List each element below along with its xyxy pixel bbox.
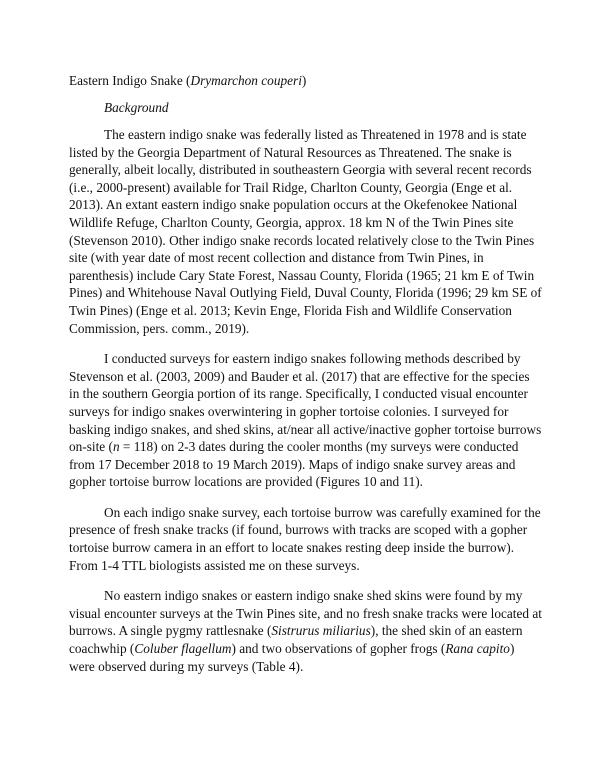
- paragraph-1: The eastern indigo snake was federally listed as Threatened in 1978 and is state listed by the Georgia Department of Natural Resources as Threatened. The snake is generally, albeit locally, distributed in southeastern Georgia with several recent records (i.e., 2000-present) available for Trail Ridge, Charlton County, Georgia (Enge et al. 2013). An extant eastern indigo snake population occurs at the Okefenokee National Wildlife Refuge, Charlton County, Georgia, approx. 18 km N of the Twin Pines site (Stevenson 2010). Other indigo snake records located relatively close to the Twin Pines site (with year date of most recent collection and distance from Twin Pines, in parenthesis) include Cary State Forest, Nassau County, Florida (1965; 21 km E of Twin Pines) and Whitehouse Naval Outlying Field, Duval County, Florida (1996; 29 km SE of Twin Pines) (Enge et al. 2013; Kevin Enge, Florida Fish and Wildlife Conservation Commission, pers. comm., 2019).: [69, 127, 542, 336]
- document-title: Eastern Indigo Snake (Drymarchon couperi): [69, 73, 307, 88]
- species-name: Drymarchon couperi: [190, 73, 302, 88]
- paragraph-2: I conducted surveys for eastern indigo snakes following methods described by Stevenson et al. (2003, 2009) and Bauder et al. (2017) that are effective for the species in the southern Georgia portion of its range. Specifically, I conducted visual encounter surveys for indigo snakes overwintering in gopher tortoise colonies. I surveyed for basking indigo snakes, and shed skins, at/near all active/inactive gopher tortoise burrows on-site (n = 118) on 2-3 dates during the cooler months (my surveys were conducted from 17 December 2018 to 19 March 2019). Maps of indigo snake survey areas and gopher tortoise burrow locations are provided (Figures 10 and 11).: [69, 351, 542, 490]
- section-heading: Background: [104, 100, 169, 115]
- paragraph-4: No eastern indigo snakes or eastern indigo snake shed skins were found by my visual encounter surveys at the Twin Pines site, and no fresh snake tracks were located at burrows. A single pygmy rattlesnake (Sistrurus miliarius), the shed skin of an eastern coachwhip (Coluber flagellum) and two observations of gopher frogs (Rana capito) were observed during my surveys (Table 4).: [69, 588, 542, 674]
- paragraph-3: On each indigo snake survey, each tortoise burrow was carefully examined for the presence of fresh snake tracks (if found, burrows with tracks are scoped with a gopher tortoise burrow camera in an effort to locate snakes resting deep inside the burrow). From 1-4 TTL biologists assisted me on these surveys.: [69, 504, 541, 573]
